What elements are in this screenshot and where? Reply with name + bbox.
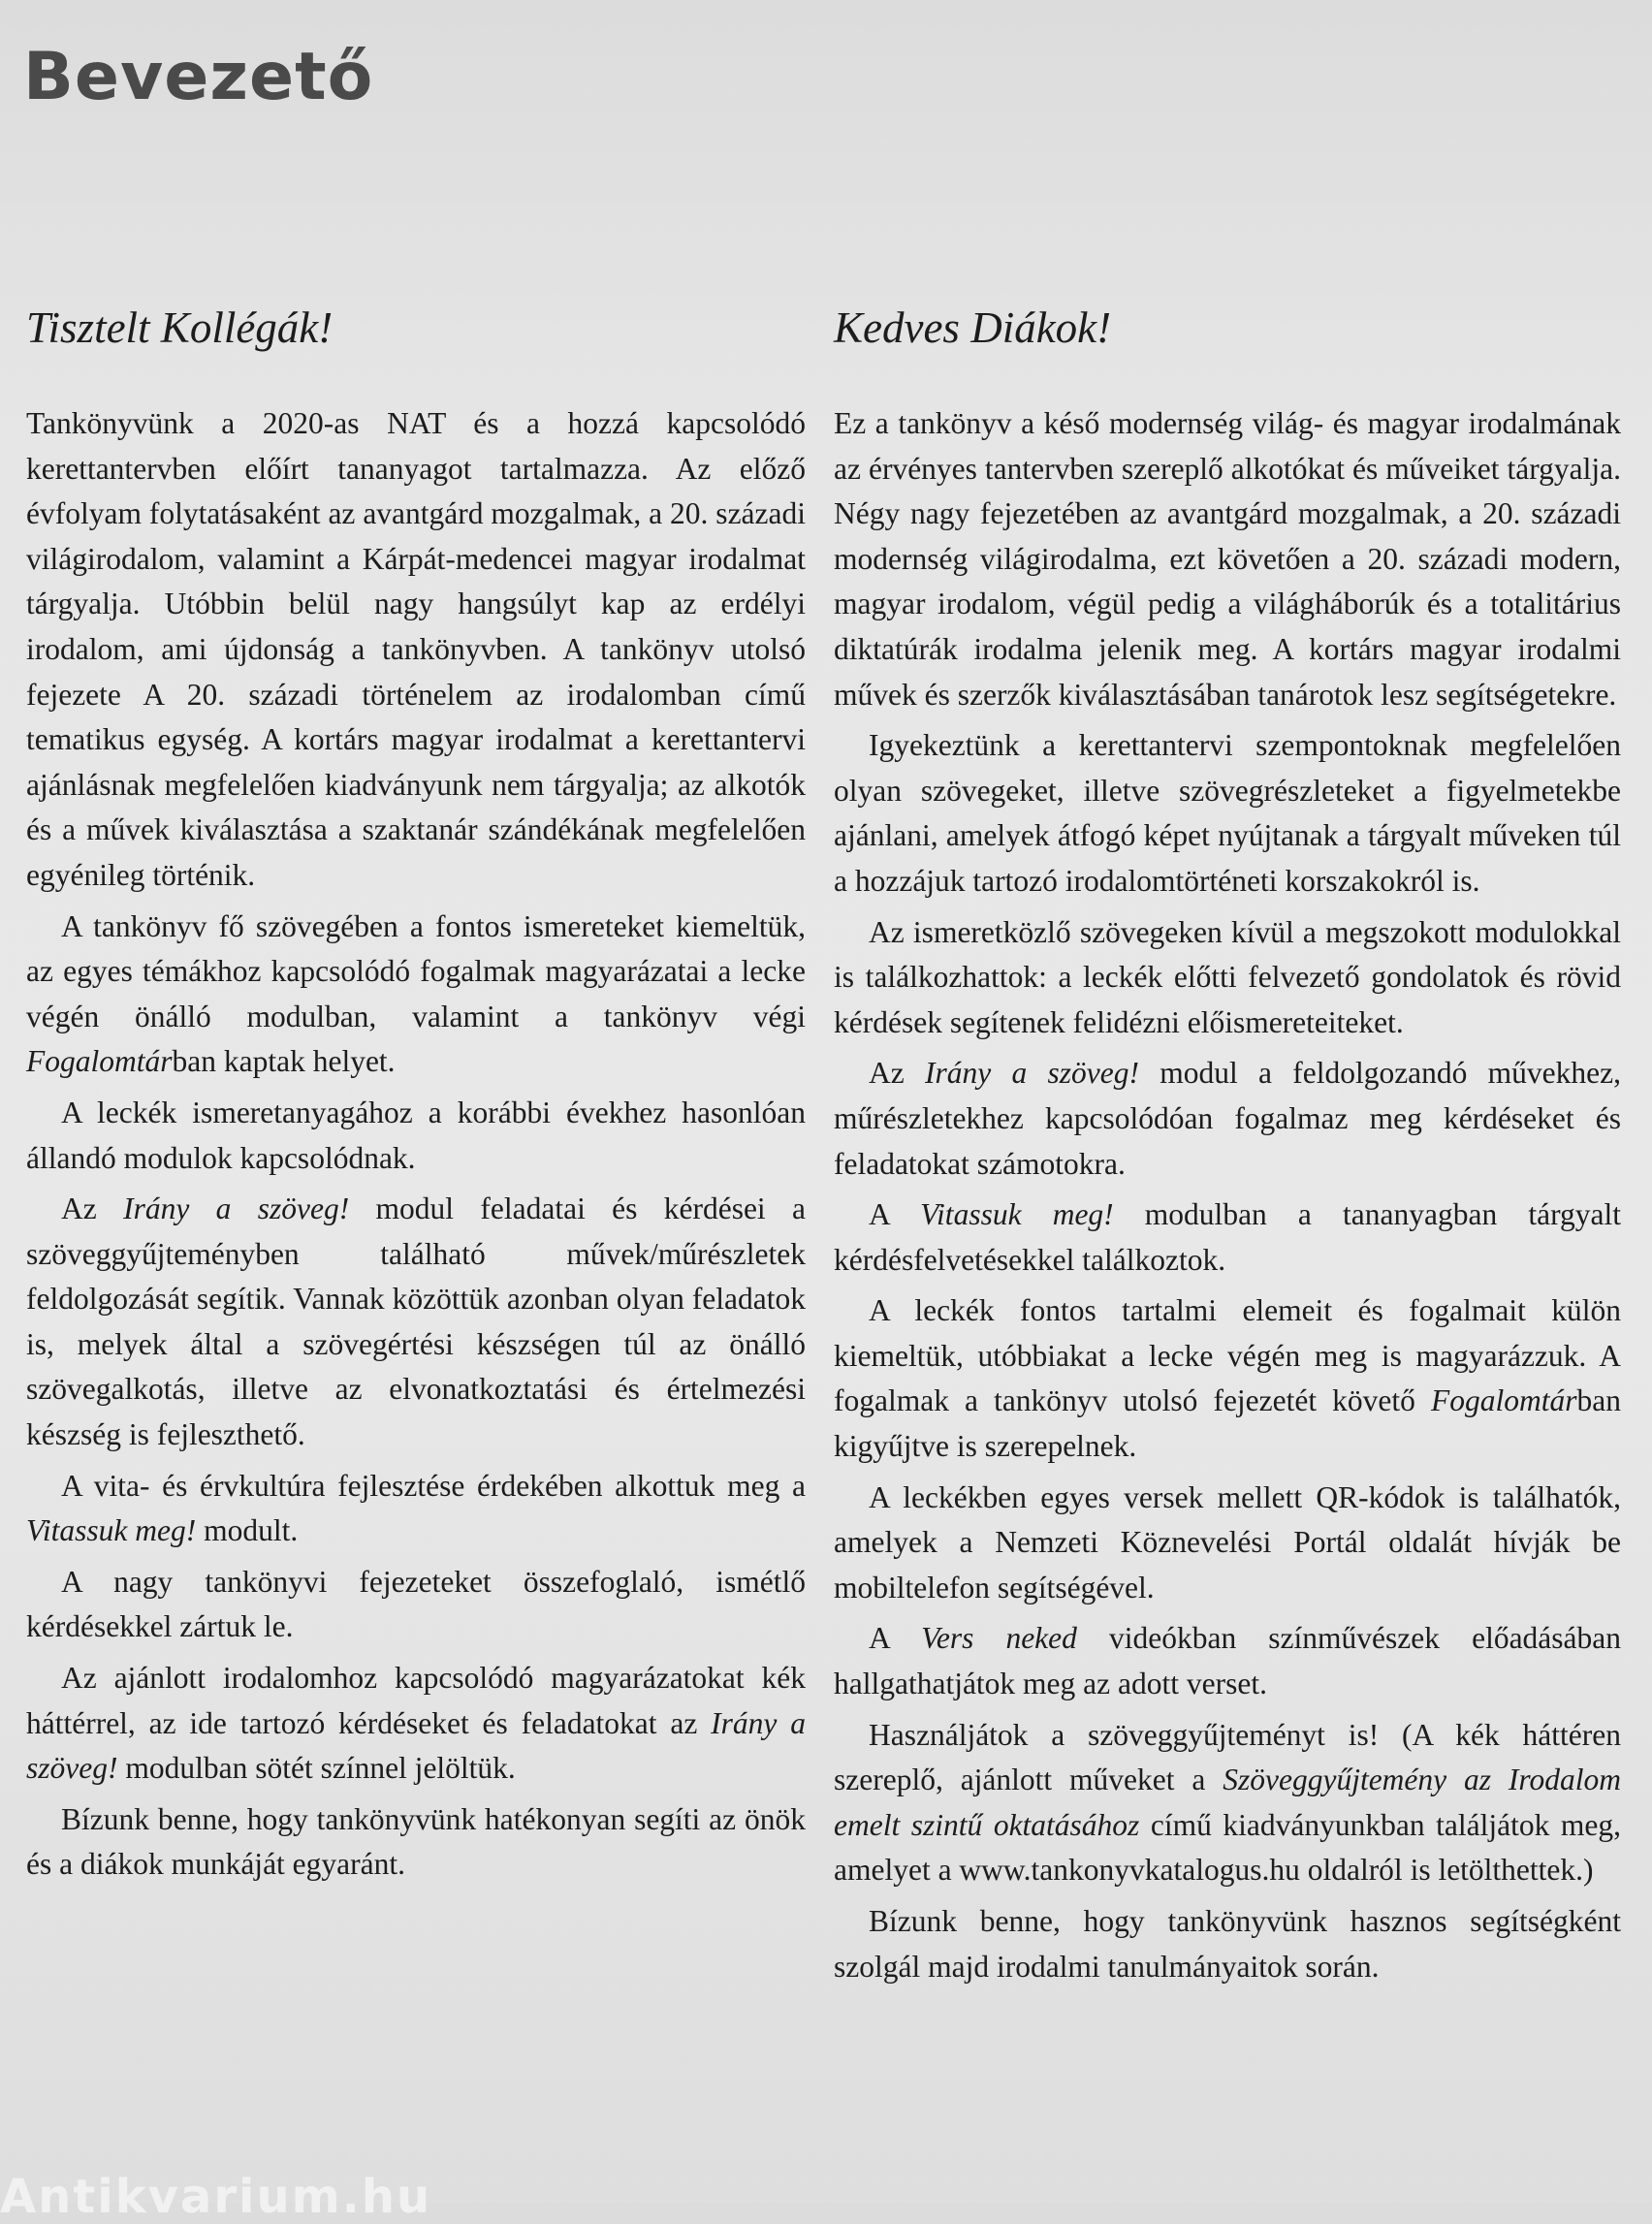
- term-irany-a-szoveg: Irány a szöveg!: [123, 1191, 350, 1226]
- paragraph: A Vitassuk meg! modulban a tananyagban tárgyalt kérdésfelvetésekkel találkoztok.: [834, 1197, 1622, 1277]
- greeting-colleagues: Tisztelt Kollégák!: [26, 303, 334, 352]
- paragraph: A vita- és érvkultúra fejlesztése érdekében alkottuk meg a Vitassuk meg! modult.: [26, 1468, 806, 1548]
- paragraph: A tankönyv fő szövegében a fontos ismereteket kiemeltük, az egyes témákhoz kapcsolódó fogalmak magyarázatai a lecke végén önálló modulban, valamint a tankönyv végi Fogalomtárban kaptak helyet.: [26, 908, 806, 1079]
- paragraph: Ez a tankönyv a késő modernség világ- és magyar irodalmának az érvényes tantervben szereplő alkotókat és műveiket tárgyalja. Négy nagy fejezetében az avantgárd mozgalmak, a 20. századi modernség világirodalma, ezt követően a 20. századi modern, magyar irodalom, végül pedig a világháborúk és a totalitárius diktatúrák irodalma jelenik meg. A kortárs magyar irodalmi művek és szerzők kiválasztásában tanárotok lesz segítségetekre.: [834, 406, 1621, 712]
- term-vitassuk-meg: Vitassuk meg!: [920, 1197, 1114, 1232]
- paragraph: A Vers neked videókban színművészek előadásában hallgathatjátok meg az adott verset.: [834, 1621, 1622, 1701]
- paragraph: Igyekeztünk a kerettantervi szempontoknak megfelelően olyan szövegeket, illetve szövegrészleteket a figyelmetekbe ajánlani, amelyek átfogó képet nyújtanak a tárgyalt műveken túl a hozzájuk tartozó irodalomtörténeti korszakokról is.: [834, 728, 1621, 898]
- paragraph: A leckékben egyes versek mellett QR-kódok is találhatók, amelyek a Nemzeti Köznevelési Portál oldalát hívják be mobiltelefon segítségével.: [834, 1479, 1621, 1604]
- term-szoveggyujtemeny: Szöveggyűjtemény az Irodalom emelt szintű oktatásához: [834, 1763, 1621, 1842]
- term-irany-a-szoveg: Irány a szöveg!: [925, 1056, 1139, 1091]
- term-irany-a-szoveg: Irány a szöveg!: [26, 1705, 806, 1786]
- greeting-students: Kedves Diákok!: [834, 303, 1112, 352]
- term-fogalomtar: Fogalomtár: [1431, 1383, 1577, 1418]
- paragraph: Használjátok a szöveggyűjteményt is! (A kék háttéren szereplő, ajánlott műveket a Szöveggyűjtemény az Irodalom emelt szintű oktatásához című kiadványunkban találjátok meg, amelyet a www.tankonyvkatalogus.hu oldalról is letölthettek.): [834, 1717, 1621, 1888]
- watermark: Antikvarium.hu: [0, 2170, 432, 2224]
- paragraph: Az ajánlott irodalomhoz kapcsolódó magyarázatokat kék háttérrel, az ide tartozó kérdéseket és feladatokat az Irány a szöveg! modulban sötét színnel jelöltük.: [26, 1661, 806, 1786]
- paragraph: Az Irány a szöveg! modul feladatai és kérdései a szöveggyűjteményben található művek/műrészletek feldolgozását segítik. Vannak közöttük azonban olyan feladatok is, melyek által a szövegértési készségen túl az önálló szövegalkotás, illetve az elvonatkoztatási és értelmezési készség is fejleszthető.: [26, 1191, 807, 1452]
- paragraph: A leckék ismeretanyagához a korábbi évekhez hasonlóan állandó modulok kapcsolódnak.: [26, 1095, 806, 1175]
- paragraph: Az ismeretközlő szövegeken kívül a megszokott modulokkal is találkozhattok: a leckék előtti felvezető gondolatok és rövid kérdések segítenek felidézni előismereteiteket.: [834, 914, 1621, 1039]
- paragraph: A leckék fontos tartalmi elemeit és fogalmait külön kiemeltük, utóbbiakat a lecke végén meg is magyarázzuk. A fogalmak a tankönyv utolsó fejezetét követő Fogalomtárban kigyűjtve is szerepelnek.: [834, 1293, 1621, 1464]
- paragraph: Bízunk benne, hogy tankönyvünk hatékonyan segíti az önök és a diákok munkáját egyaránt.: [26, 1801, 806, 1882]
- column-students: [834, 301, 1621, 1989]
- term-vers-neked: Vers neked: [921, 1621, 1077, 1656]
- page-title: Bevezető: [23, 39, 374, 115]
- paragraph: Tankönyvünk a 2020-as NAT és a hozzá kapcsolódó kerettantervben előírt tananyagot tartalmazza. Az előző évfolyam folytatásaként az avantgárd mozgalmak, a 20. századi világirodalom, valamint a Kárpát-medencei magyar irodalmat tárgyalja. Utóbbin belül nagy hangsúlyt kap az erdélyi irodalom, ami újdonság a tankönyvben. A tankönyv utolsó fejezete A 20. századi történelem az irodalomban című tematikus egység. A kortárs magyar irodalmat a kerettantervi ajánlásnak megfelelően kiadványunk nem tárgyalja; az alkotók és a művek kiválasztása a szaktanár szándékának megfelelően egyénileg történik.: [26, 406, 806, 892]
- term-vitassuk-meg: Vitassuk meg!: [26, 1513, 197, 1548]
- paragraph: Bízunk benne, hogy tankönyvünk hasznos segítségként szolgál majd irodalmi tanulmányaitok során.: [834, 1904, 1621, 1984]
- term-fogalomtar: Fogalomtár: [26, 1044, 173, 1079]
- column-colleagues: [26, 301, 806, 1888]
- paragraph: Az Irány a szöveg! modul a feldolgozandó művekhez, műrészletekhez kapcsolódóan fogalmaz meg kérdéseket és feladatokat számotokra.: [834, 1056, 1621, 1181]
- paragraph: A nagy tankönyvi fejezeteket összefoglaló, ismétlő kérdésekkel zártuk le.: [26, 1564, 806, 1644]
